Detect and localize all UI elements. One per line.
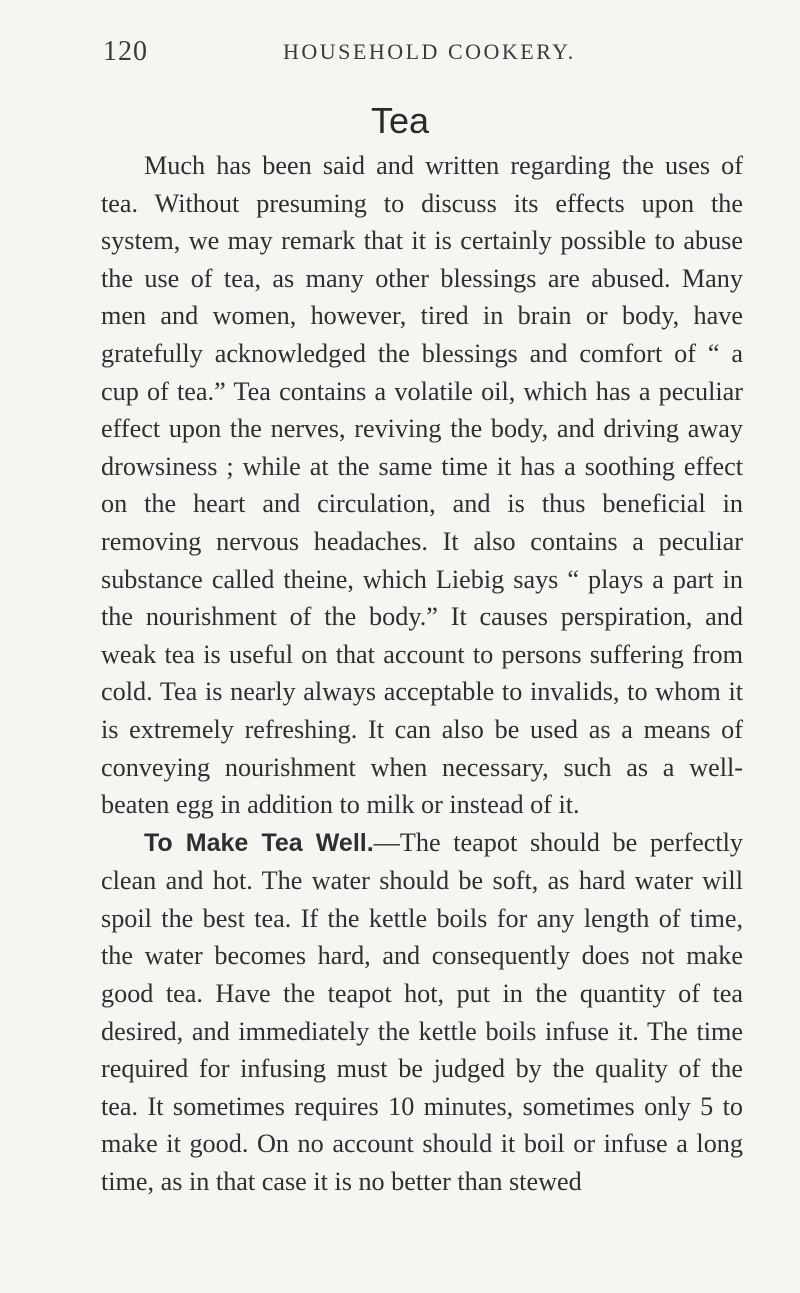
- running-title: HOUSEHOLD COOKERY.: [283, 39, 576, 64]
- paragraph-make-tea-well: [101, 824, 743, 1201]
- section-title: Tea: [370, 100, 430, 141]
- paragraph-make-tea-well-body: —The teapot should be perfectly clean and hot. The water should be soft, as hard water will spoil the best tea. If the kettle boils for any length of time, the water becomes hard, and consequently does not make good tea. Have the teapot hot, put in the quantity of tea desired, and immediately the kettle boils infuse it. The time required for infusing must be judged by the quality of the tea. It sometimes requires 10 minutes, sometimes only 5 to make it good. On no account should it boil or infuse a long time, as in that case it is no better than stewed: [101, 827, 744, 1197]
- body-text: [101, 147, 743, 1201]
- running-head: [103, 36, 743, 76]
- subhead-make-tea-well: To Make Tea Well.: [144, 828, 374, 857]
- paragraph-tea-intro: Much has been said and written regarding the uses of tea. Without presuming to discuss its effects upon the system, we may remark that it is certainly possible to abuse the use of tea, as many other blessings are abused. Many men and women, however, tired in brain or body, have gratefully acknowledged the blessings and comfort of “ a cup of tea.” Tea contains a volatile oil, which has a peculiar effect upon the nerves, reviving the body, and driving away drowsiness ; while at the same time it has a soothing effect on the heart and circulation, and is thus beneficial in removing nervous headaches. It also contains a peculiar substance called theine, which Liebig says “ plays a part in the nourishment of the body.” It causes perspiration, and weak tea is useful on that account to persons suffering from cold. Tea is nearly always acceptable to invalids, to whom it is extremely refreshing. It can also be used as a means of conveying nourishment when necessary, such as a well-beaten egg in addition to milk or instead of it.: [101, 151, 743, 820]
- page-number: 120: [103, 36, 148, 67]
